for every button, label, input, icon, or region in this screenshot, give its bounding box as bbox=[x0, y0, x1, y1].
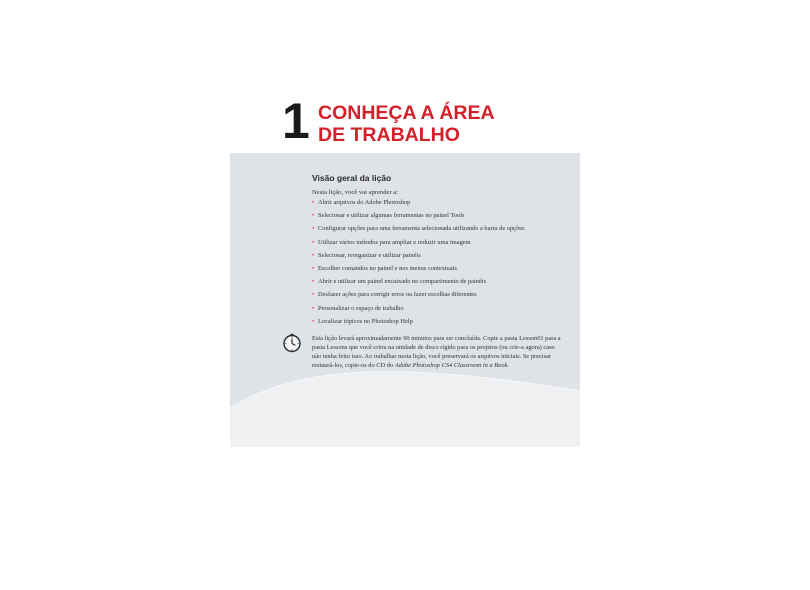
lesson-overview-panel bbox=[230, 153, 580, 447]
objective-text: Selecionar, reorganizar e utilizar painéis bbox=[318, 251, 421, 259]
objective-item bbox=[312, 199, 564, 208]
bullet-icon: • bbox=[312, 292, 315, 299]
objective-item bbox=[312, 305, 564, 314]
objective-item bbox=[312, 291, 564, 300]
bullet-icon: • bbox=[312, 252, 315, 259]
book-title: Adobe Photoshop CS4 Classroom in a Book bbox=[394, 362, 508, 369]
objective-text: Configurar opções para uma ferramenta selecionada utilizando a barra de opções bbox=[318, 225, 525, 233]
objective-text: Localizar tópicos no Photoshop Help bbox=[318, 317, 413, 325]
chapter-number: 1 bbox=[282, 93, 309, 149]
objective-item bbox=[312, 225, 564, 234]
bullet-icon: • bbox=[312, 279, 315, 286]
chapter-title bbox=[318, 102, 578, 146]
bullet-icon: • bbox=[312, 318, 315, 325]
chapter-title-line-1: CONHEÇA A ÁREA bbox=[318, 102, 495, 124]
overview-intro: Nesta lição, você vai aprender a: bbox=[312, 189, 399, 196]
bullet-icon: • bbox=[312, 305, 315, 312]
overview-section bbox=[312, 173, 564, 331]
objective-item bbox=[312, 239, 564, 248]
bullet-icon: • bbox=[312, 265, 315, 272]
time-estimate-note bbox=[312, 334, 564, 370]
objective-text: Escolher comandos no painel e nos menus contextuais bbox=[318, 264, 457, 272]
objective-item bbox=[312, 265, 564, 274]
objective-text: Personalizar o espaço de trabalho bbox=[318, 304, 404, 312]
objective-item bbox=[312, 252, 564, 261]
objective-text: Abrir arquivos do Adobe Photoshop bbox=[318, 199, 411, 206]
objective-text: Abrir e utilizar um painel encaixado no compartimento de painéis bbox=[318, 278, 487, 286]
time-note-text: Esta lição levará aproximadamente 90 minutos para ser concluída. Copie a pasta Lesson01 para a pasta Lessons que você criou na unidade de disco rígido para os projetos (ou crie-a agora) caso não tenha feito isso. Ao trabalhar nesta lição, você preservará os arquivos iniciais. Se precisar restaurá-los, copie-os do CD do bbox=[312, 335, 561, 369]
bullet-icon: • bbox=[312, 200, 315, 206]
objective-text: Selecionar e utilizar algumas ferramentas no painel Tools bbox=[318, 212, 465, 220]
overview-heading: Visão geral da lição bbox=[312, 173, 392, 183]
objectives-list bbox=[312, 199, 564, 326]
objective-item bbox=[312, 212, 564, 221]
objective-text: Utilizar vários métodos para ampliar e reduzir uma imagem bbox=[318, 238, 471, 246]
objective-item bbox=[312, 278, 564, 287]
bullet-icon: • bbox=[312, 213, 315, 220]
chapter-title-line-2: DE TRABALHO bbox=[318, 124, 460, 146]
bullet-icon: • bbox=[312, 226, 315, 233]
objective-item bbox=[312, 318, 564, 327]
objective-text: Desfazer ações para corrigir erros ou fazer escolhas diferentes bbox=[318, 291, 477, 299]
clock-icon bbox=[282, 333, 302, 353]
bullet-icon: • bbox=[312, 239, 315, 246]
time-note-end: . bbox=[507, 362, 509, 369]
